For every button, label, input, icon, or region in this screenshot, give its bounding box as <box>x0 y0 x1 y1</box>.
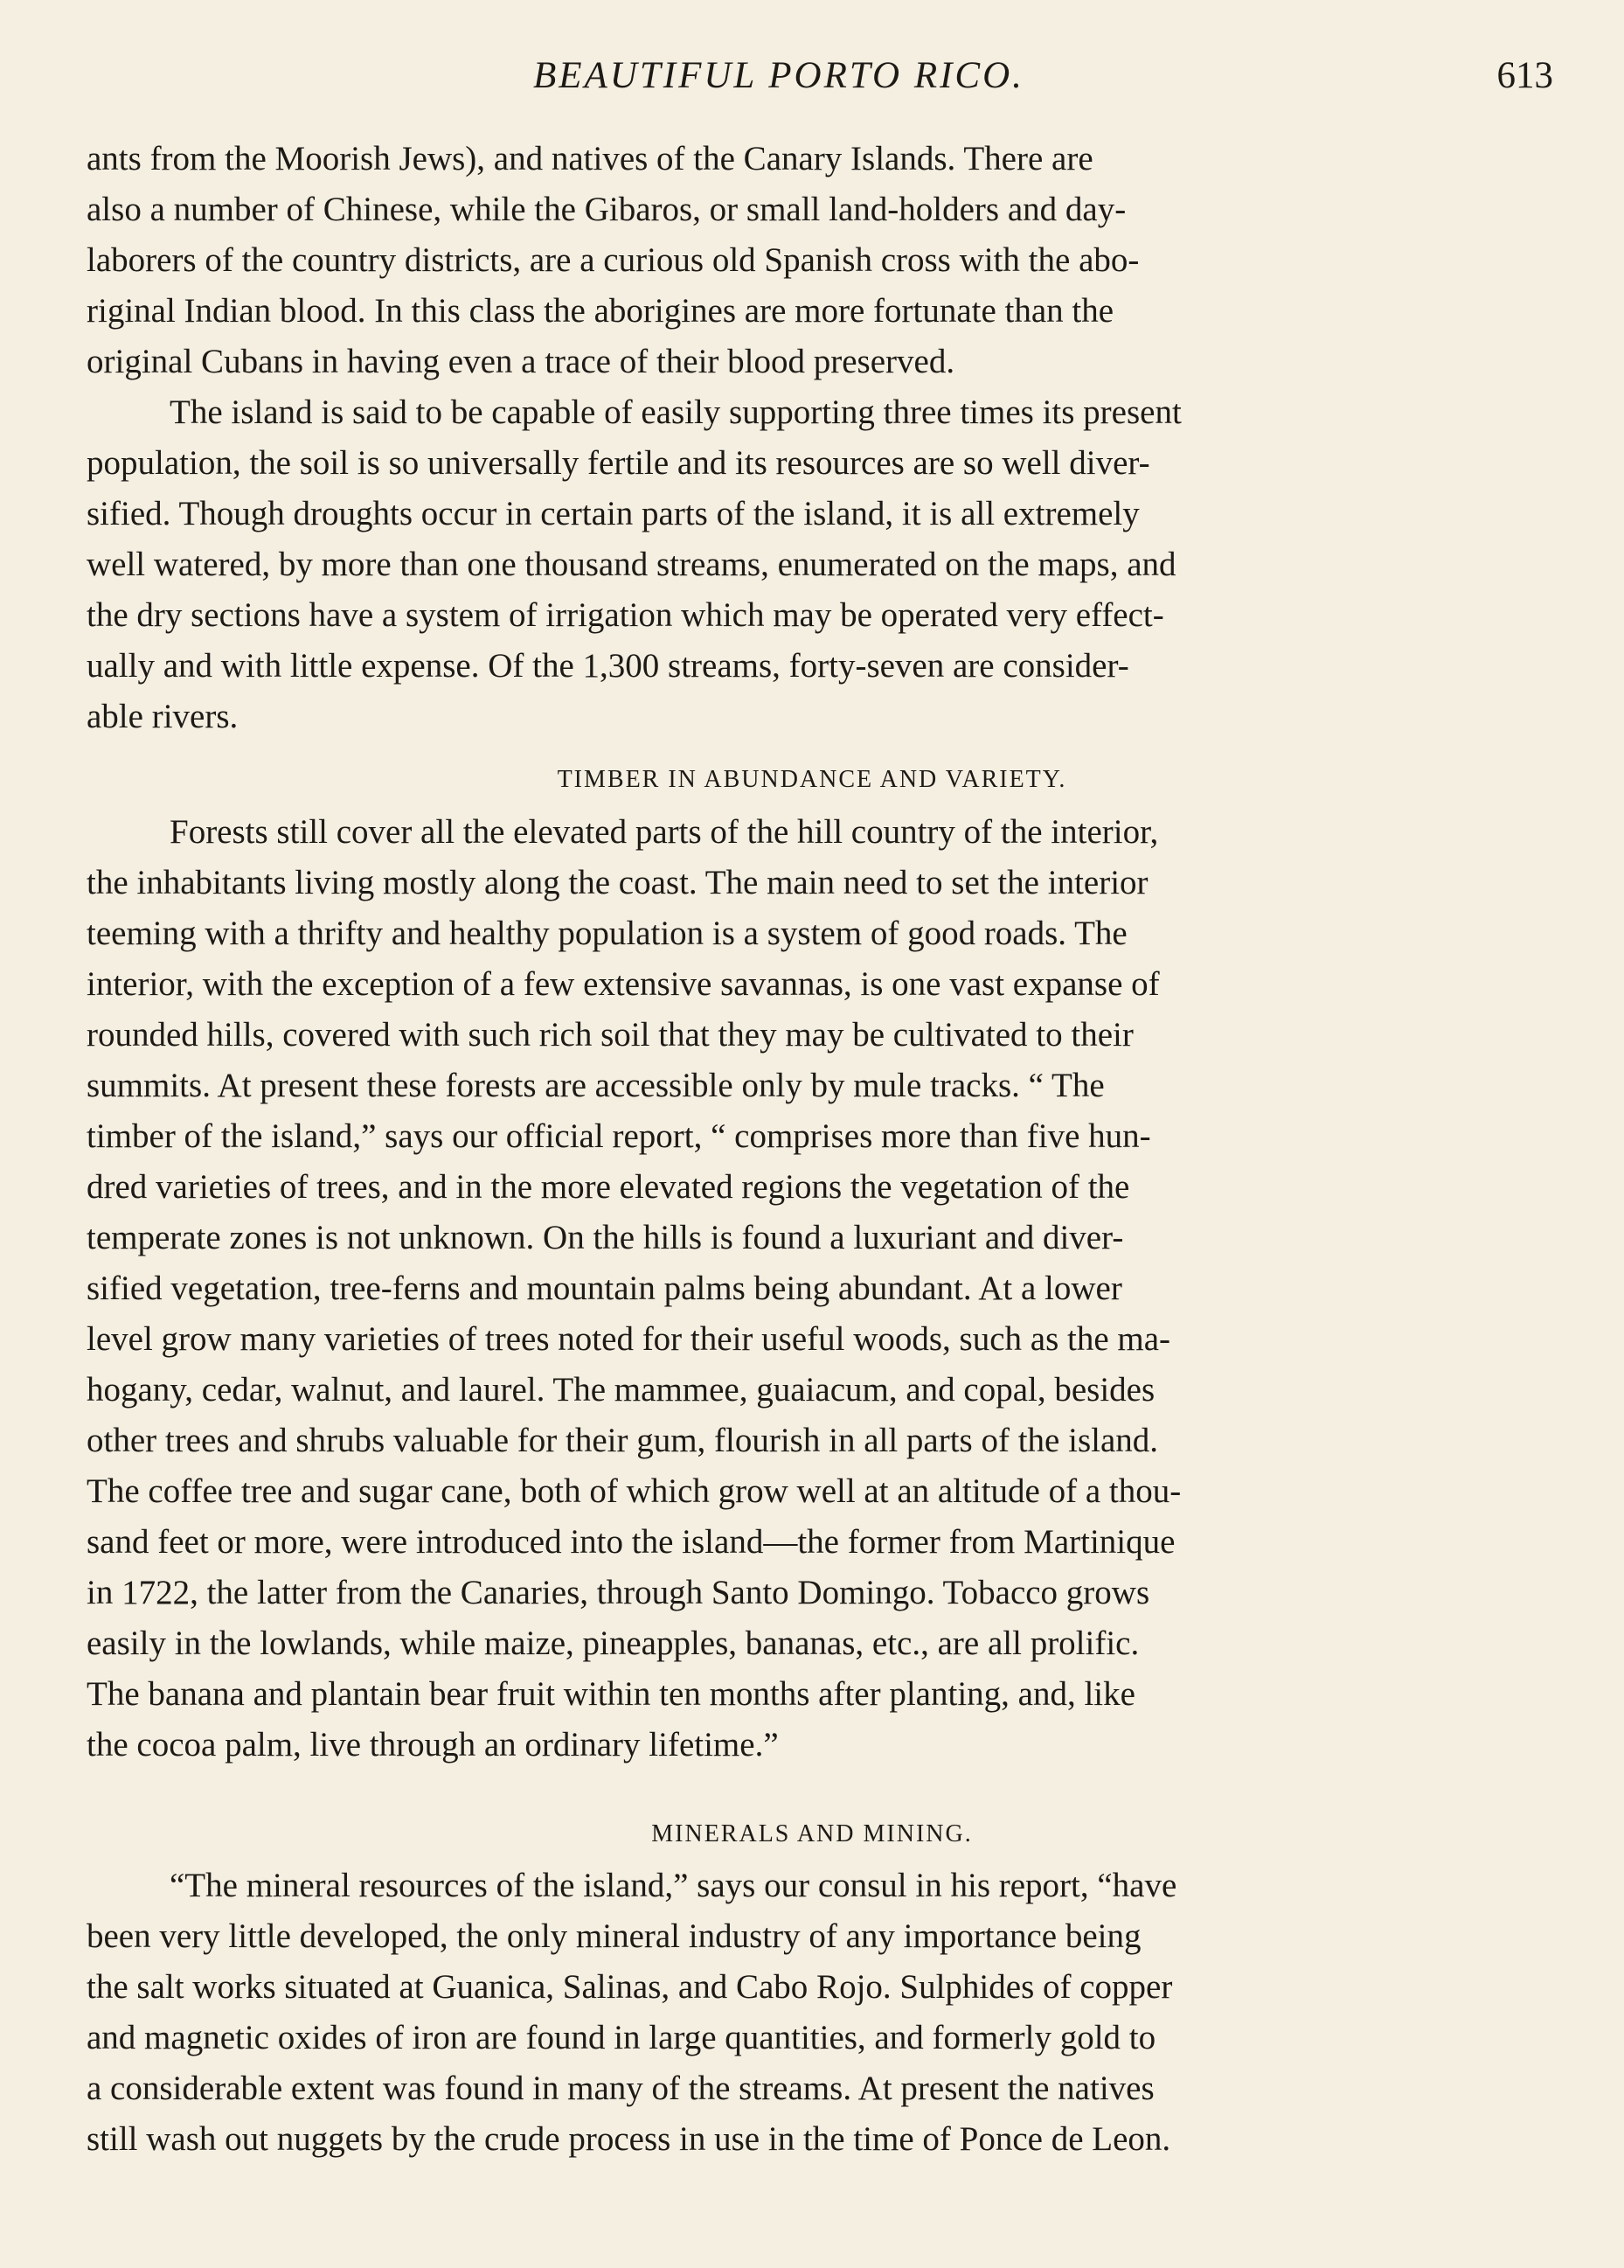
paragraph-line: able rivers. <box>87 698 239 735</box>
paragraph-line: ants from the Moorish Jews), and natives of the Canary Islands. There are <box>87 140 1093 177</box>
page-header <box>0 54 1624 107</box>
opening-paragraph <box>87 134 1537 387</box>
paragraph-line: hogany, cedar, walnut, and laurel. The mammee, guaiacum, and copal, besides <box>87 1371 1156 1409</box>
paragraph-line: sified. Though droughts occur in certain parts of the island, it is all extremely <box>87 495 1140 532</box>
paragraph-line: rounded hills, covered with such rich soil that they may be cultivated to their <box>87 1016 1134 1054</box>
paragraph-line: easily in the lowlands, while maize, pineapples, bananas, etc., are all prolific. <box>87 1624 1140 1662</box>
paragraph-line: Forests still cover all the elevated parts of the hill country of the interior, <box>170 813 1159 851</box>
paragraph-line: level grow many varieties of trees noted for their useful woods, such as the ma- <box>87 1320 1171 1358</box>
paragraph-line: temperate zones is not unknown. On the hills is found a luxuriant and diver- <box>87 1219 1124 1256</box>
paragraph-line: “The mineral resources of the island,” says our consul in his report, “have <box>170 1867 1177 1904</box>
paragraph-line: riginal Indian blood. In this class the aborigines are more fortunate than the <box>87 292 1114 330</box>
paragraph-line: The coffee tree and sugar cane, both of which grow well at an altitude of a thou- <box>87 1472 1182 1510</box>
paragraph-line: been very little developed, the only mineral industry of any importance being <box>87 1917 1142 1955</box>
paragraph-line: timber of the island,” says our official report, “ comprises more than five hun- <box>87 1117 1151 1155</box>
paragraph-line: teeming with a thrifty and healthy population is a system of good roads. The <box>87 915 1128 952</box>
paragraph-line: original Cubans in having even a trace of their blood preserved. <box>87 343 955 380</box>
paragraph-line: also a number of Chinese, while the Gibaros, or small land-holders and day- <box>87 191 1127 228</box>
timber-paragraph <box>87 807 1537 1771</box>
paragraph-line: summits. At present these forests are accessible only by mule tracks. “ The <box>87 1067 1105 1104</box>
paragraph-line: laborers of the country districts, are a curious old Spanish cross with the abo- <box>87 241 1140 279</box>
paragraph-line: sified vegetation, tree-ferns and mountain palms being abundant. At a lower <box>87 1270 1122 1307</box>
paragraph-line: The island is said to be capable of easily supporting three times its present <box>170 393 1182 431</box>
minerals-section-heading: MINERALS AND MINING. <box>651 1820 973 1847</box>
island-capacity-paragraph <box>87 387 1537 742</box>
paragraph-line: interior, with the exception of a few extensive savannas, is one vast expanse of <box>87 965 1160 1003</box>
paragraph-line: population, the soil is so universally fertile and its resources are so well diver- <box>87 444 1150 482</box>
paragraph-line: the cocoa palm, live through an ordinary lifetime.” <box>87 1726 779 1764</box>
paragraph-line: the salt works situated at Guanica, Salinas, and Cabo Rojo. Sulphides of copper <box>87 1968 1173 2006</box>
paragraph-line: still wash out nuggets by the crude process in use in the time of Ponce de Leon. <box>87 2120 1171 2158</box>
paragraph-line: well watered, by more than one thousand streams, enumerated on the maps, and <box>87 546 1176 583</box>
page-number: 613 <box>1496 55 1553 96</box>
paragraph-line: and magnetic oxides of iron are found in large quantities, and formerly gold to <box>87 2019 1156 2056</box>
paragraph-line: a considerable extent was found in many of the streams. At present the natives <box>87 2070 1155 2107</box>
paragraph-line: the inhabitants living mostly along the coast. The main need to set the interior <box>87 864 1149 901</box>
minerals-paragraph <box>87 1861 1537 2165</box>
paragraph-line: dred varieties of trees, and in the more elevated regions the vegetation of the <box>87 1168 1130 1206</box>
paragraph-line: the dry sections have a system of irrigation which may be operated very effect- <box>87 596 1164 634</box>
paragraph-line: ually and with little expense. Of the 1,300 streams, forty-seven are consider- <box>87 647 1129 685</box>
paragraph-line: other trees and shrubs valuable for their gum, flourish in all parts of the island. <box>87 1422 1159 1459</box>
running-title: BEAUTIFUL PORTO RICO. <box>533 55 1024 96</box>
timber-section-heading: TIMBER IN ABUNDANCE AND VARIETY. <box>557 766 1067 793</box>
paragraph-line: sand feet or more, were introduced into the island—the former from Martinique <box>87 1523 1176 1561</box>
paragraph-line: The banana and plantain bear fruit within ten months after planting, and, like <box>87 1675 1135 1713</box>
paragraph-line: in 1722, the latter from the Canaries, through Santo Domingo. Tobacco grows <box>87 1574 1150 1611</box>
